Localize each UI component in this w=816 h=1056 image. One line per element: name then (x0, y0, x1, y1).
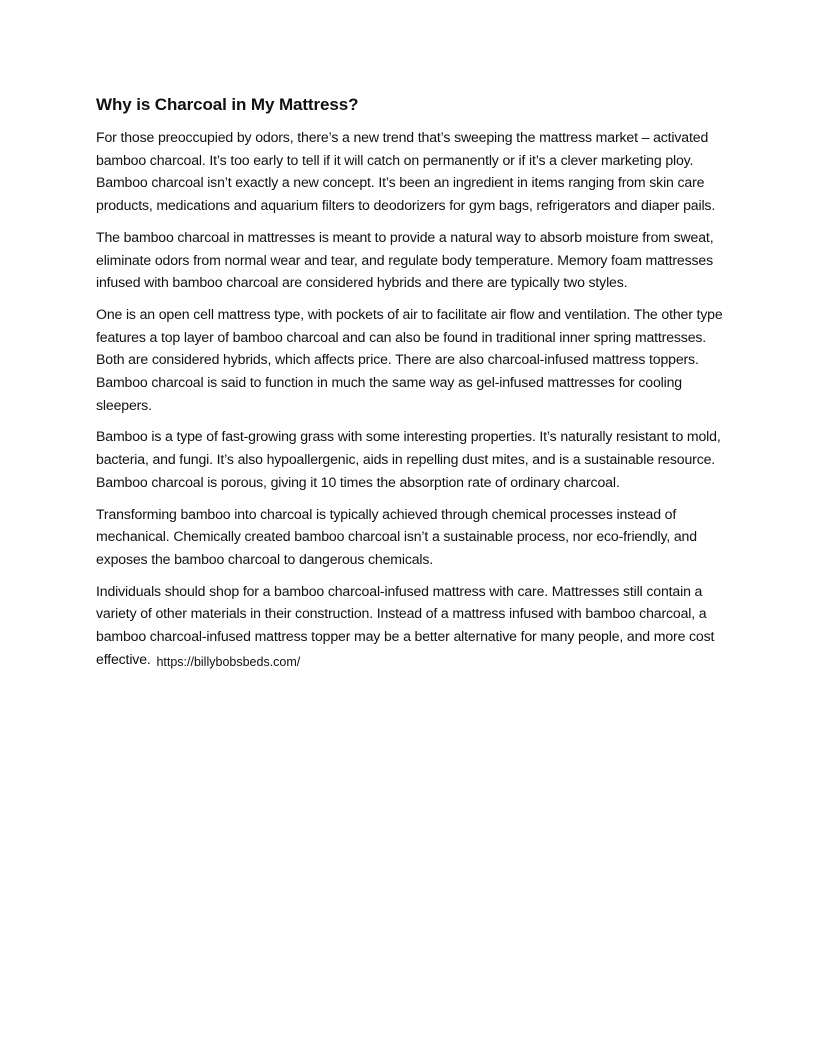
paragraph-process: Transforming bamboo into charcoal is typically achieved through chemical processes instead of mechanical. Chemically created bamboo charcoal isn’t a sustainable process, nor eco-friendly, and exposes the bamboo charcoal to dangerous chemicals. (96, 505, 697, 567)
paragraph-bamboo-properties: Bamboo is a type of fast-growing grass with some interesting properties. It’s naturally resistant to mold, bacteria, and fungi. It’s also hypoallergenic, aids in repelling dust mites, and is a sustainable resource. Bamboo charcoal is porous, giving it 10 times the absorption rate of ordinary charcoal. (96, 428, 721, 490)
paragraph-purpose: The bamboo charcoal in mattresses is meant to provide a natural way to absorb moisture from sweat, eliminate odors from normal wear and tear, and regulate body temperature. Memory foam mattresses infused with bamboo charcoal are considered hybrids and there are typically two styles. (96, 228, 714, 291)
paragraph-conclusion (96, 580, 726, 672)
paragraph-intro: For those preoccupied by odors, there’s a new trend that’s sweeping the mattress market – activated bamboo charcoal. It’s too early to tell if it will catch on permanently or if it’s a clever marketing ploy. Bamboo charcoal isn’t exactly a new concept. It’s been an ingredient in items ranging from skin care products, medications and aquarium filters to deodorizers for gym bags, refrigerators and diaper pails. (96, 129, 716, 214)
conclusion-text: Individuals should shop for a bamboo charcoal-infused mattress with care. Mattresses still contain a variety of other materials in their construction. Instead of a mattress infused with bamboo charcoal, a bamboo charcoal-infused mattress topper may be a better alternative for many people, and more cost effective. (96, 582, 715, 667)
document-page (96, 93, 726, 680)
source-link[interactable]: https://billybobsbeds.com/ (156, 654, 301, 669)
page-title: Why is Charcoal in My Mattress? (96, 95, 359, 114)
paragraph-types: One is an open cell mattress type, with pockets of air to facilitate air flow and ventilation. The other type features a top layer of bamboo charcoal and can also be found in traditional inner spring mattresses. Both are considered hybrids, which affects price. There are also charcoal-infused mattress toppers. Bamboo charcoal is said to function in much the same way as gel-infused mattresses for cooling sleepers. (96, 305, 723, 413)
